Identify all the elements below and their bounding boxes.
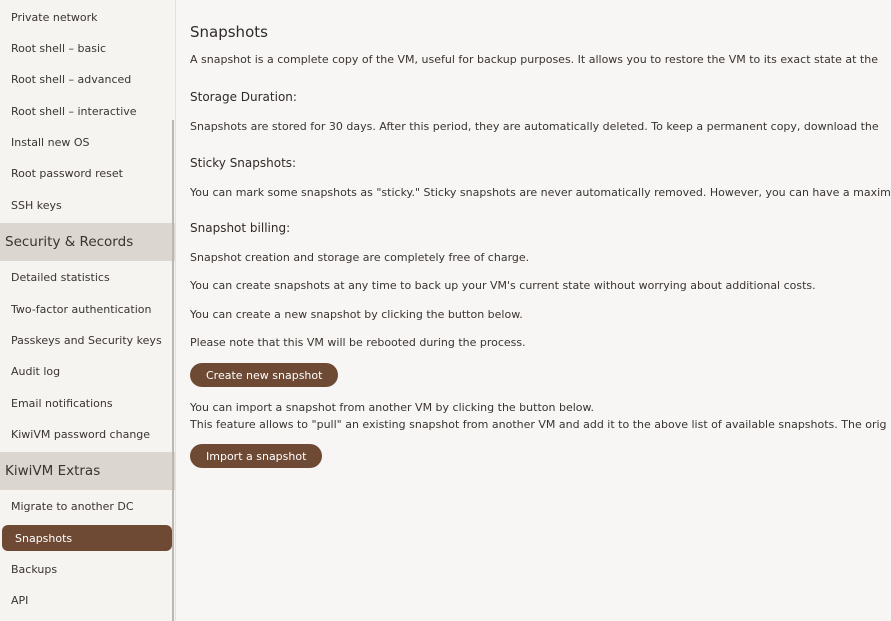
- sidebar-item-kiwivm-password-change[interactable]: KiwiVM password change: [11, 428, 151, 441]
- sidebar-item-backups[interactable]: Backups: [11, 563, 58, 576]
- import-snapshot-button[interactable]: Import a snapshot: [190, 444, 322, 468]
- sticky-text: You can mark some snapshots as "sticky." Sticky snapshots are never automatically removed. However, you can have a maxim: [190, 186, 891, 199]
- storage-text: Snapshots are stored for 30 days. After this period, they are automatically deleted. To keep a permanent copy, download the: [190, 120, 879, 133]
- sidebar-item-migrate[interactable]: Migrate to another DC: [11, 500, 134, 513]
- main-content: [176, 0, 891, 621]
- sidebar-item-passkeys[interactable]: Passkeys and Security keys: [11, 334, 162, 347]
- create-snapshot-button[interactable]: Create new snapshot: [190, 363, 338, 387]
- sidebar-section-security-label: Security & Records: [5, 234, 134, 250]
- sidebar-item-private-network[interactable]: Private network: [11, 11, 98, 24]
- sidebar-item-root-shell-interactive[interactable]: Root shell – interactive: [11, 105, 137, 118]
- sidebar-item-audit-log[interactable]: Audit log: [11, 365, 61, 378]
- billing-heading: Snapshot billing:: [190, 221, 291, 235]
- billing-line-1: Snapshot creation and storage are completely free of charge.: [190, 251, 530, 264]
- sidebar: [0, 0, 175, 621]
- sticky-heading: Sticky Snapshots:: [190, 156, 297, 170]
- sidebar-item-email-notifications[interactable]: Email notifications: [11, 397, 113, 410]
- sidebar-item-detailed-statistics[interactable]: Detailed statistics: [11, 271, 110, 284]
- sidebar-item-root-shell-basic[interactable]: Root shell – basic: [11, 42, 107, 55]
- sidebar-section-extras: [0, 452, 175, 490]
- sidebar-item-snapshots-label: Snapshots: [15, 532, 73, 545]
- reboot-note-text: Please note that this VM will be rebooted during the process.: [190, 336, 526, 349]
- storage-heading: Storage Duration:: [190, 90, 297, 104]
- sidebar-item-ssh-keys[interactable]: SSH keys: [11, 199, 62, 212]
- page-title: Snapshots: [190, 23, 268, 41]
- sidebar-section-security: [0, 223, 175, 261]
- intro-text: A snapshot is a complete copy of the VM, useful for backup purposes. It allows you to restore the VM to its exact state at the: [190, 53, 878, 66]
- create-info-text: You can create a new snapshot by clicking the button below.: [190, 308, 523, 321]
- import-detail-text: This feature allows to "pull" an existing snapshot from another VM and add it to the above list of available snapshots. The orig: [190, 418, 887, 431]
- import-info-text: You can import a snapshot from another VM by clicking the button below.: [190, 401, 594, 414]
- sidebar-section-extras-label: KiwiVM Extras: [5, 463, 101, 479]
- sidebar-item-root-password-reset[interactable]: Root password reset: [11, 167, 123, 180]
- sidebar-scrollbar[interactable]: [172, 120, 174, 621]
- billing-line-2: You can create snapshots at any time to back up your VM's current state without worrying about additional costs.: [190, 279, 816, 292]
- sidebar-item-install-new-os[interactable]: Install new OS: [11, 136, 90, 149]
- sidebar-item-api[interactable]: API: [11, 594, 29, 607]
- sidebar-item-root-shell-advanced[interactable]: Root shell – advanced: [11, 73, 132, 86]
- sidebar-item-snapshots[interactable]: [2, 525, 172, 551]
- sidebar-item-two-factor-authentication[interactable]: Two-factor authentication: [11, 303, 152, 316]
